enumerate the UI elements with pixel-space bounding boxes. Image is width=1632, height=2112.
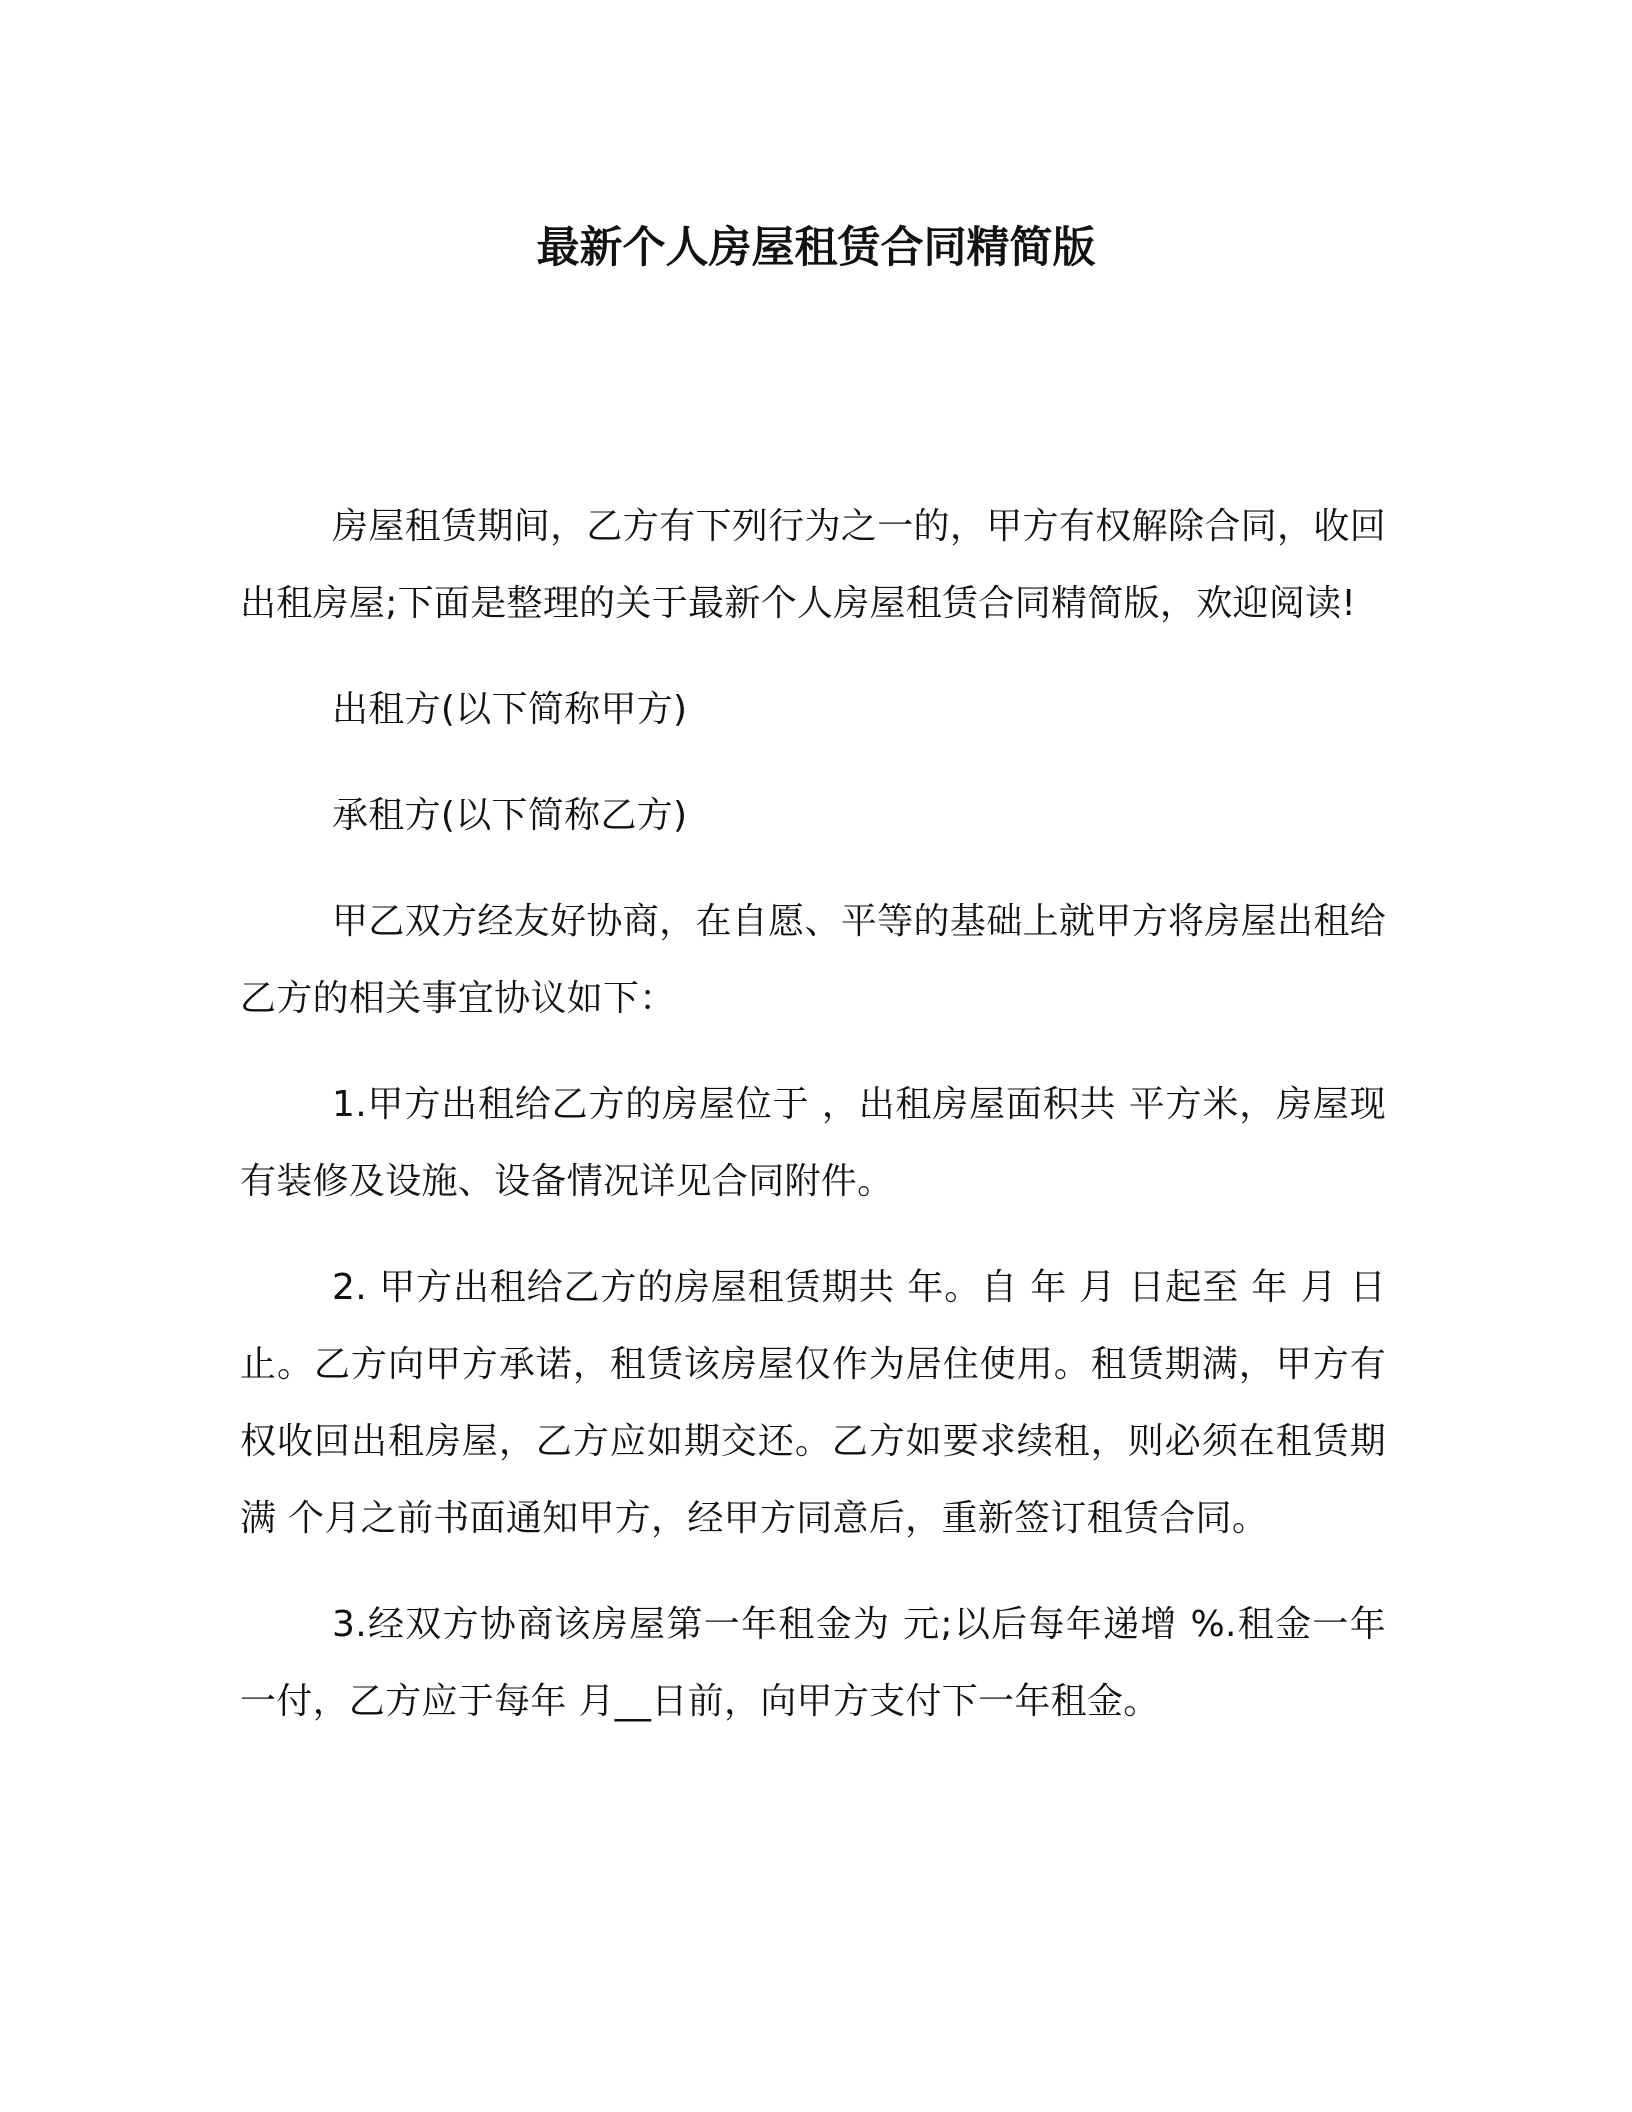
document-title: 最新个人房屋租赁合同精简版: [536, 223, 1096, 273]
intro-paragraph: 房屋租赁期间，乙方有下列行为之一的，甲方有权解除合同，收回出租房屋;下面是整理的关于最新个人房屋租赁合同精简版，欢迎阅读!: [240, 506, 1386, 624]
lessor-line: 出租方(以下简称甲方): [332, 689, 688, 730]
clause-2: 2. 甲方出租给乙方的房屋租赁期共 年。自 年 月 日起至 年 月 日止。乙方向甲方承诺，租赁该房屋仅作为居住使用。租赁期满，甲方有权收回出租房屋，乙方应如期交还。乙方如要求续租，则必须在租赁期满 个月之前书面通知甲方，经甲方同意后，重新签订租赁合同。: [240, 1267, 1386, 1539]
lessee-line: 承租方(以下简称乙方): [332, 795, 688, 836]
clause-3: 3.经双方协商该房屋第一年租金为 元;以后每年递增 %.租金一年一付，乙方应于每年 月__日前，向甲方支付下一年租金。: [240, 1604, 1386, 1722]
agreement-preamble: 甲乙双方经友好协商，在自愿、平等的基础上就甲方将房屋出租给乙方的相关事宜协议如下：: [240, 901, 1386, 1019]
document-body: [240, 488, 1386, 1769]
clause-1: 1.甲方出租给乙方的房屋位于 ，出租房屋面积共 平方米，房屋现有装修及设施、设备情况详见合同附件。: [240, 1084, 1386, 1202]
